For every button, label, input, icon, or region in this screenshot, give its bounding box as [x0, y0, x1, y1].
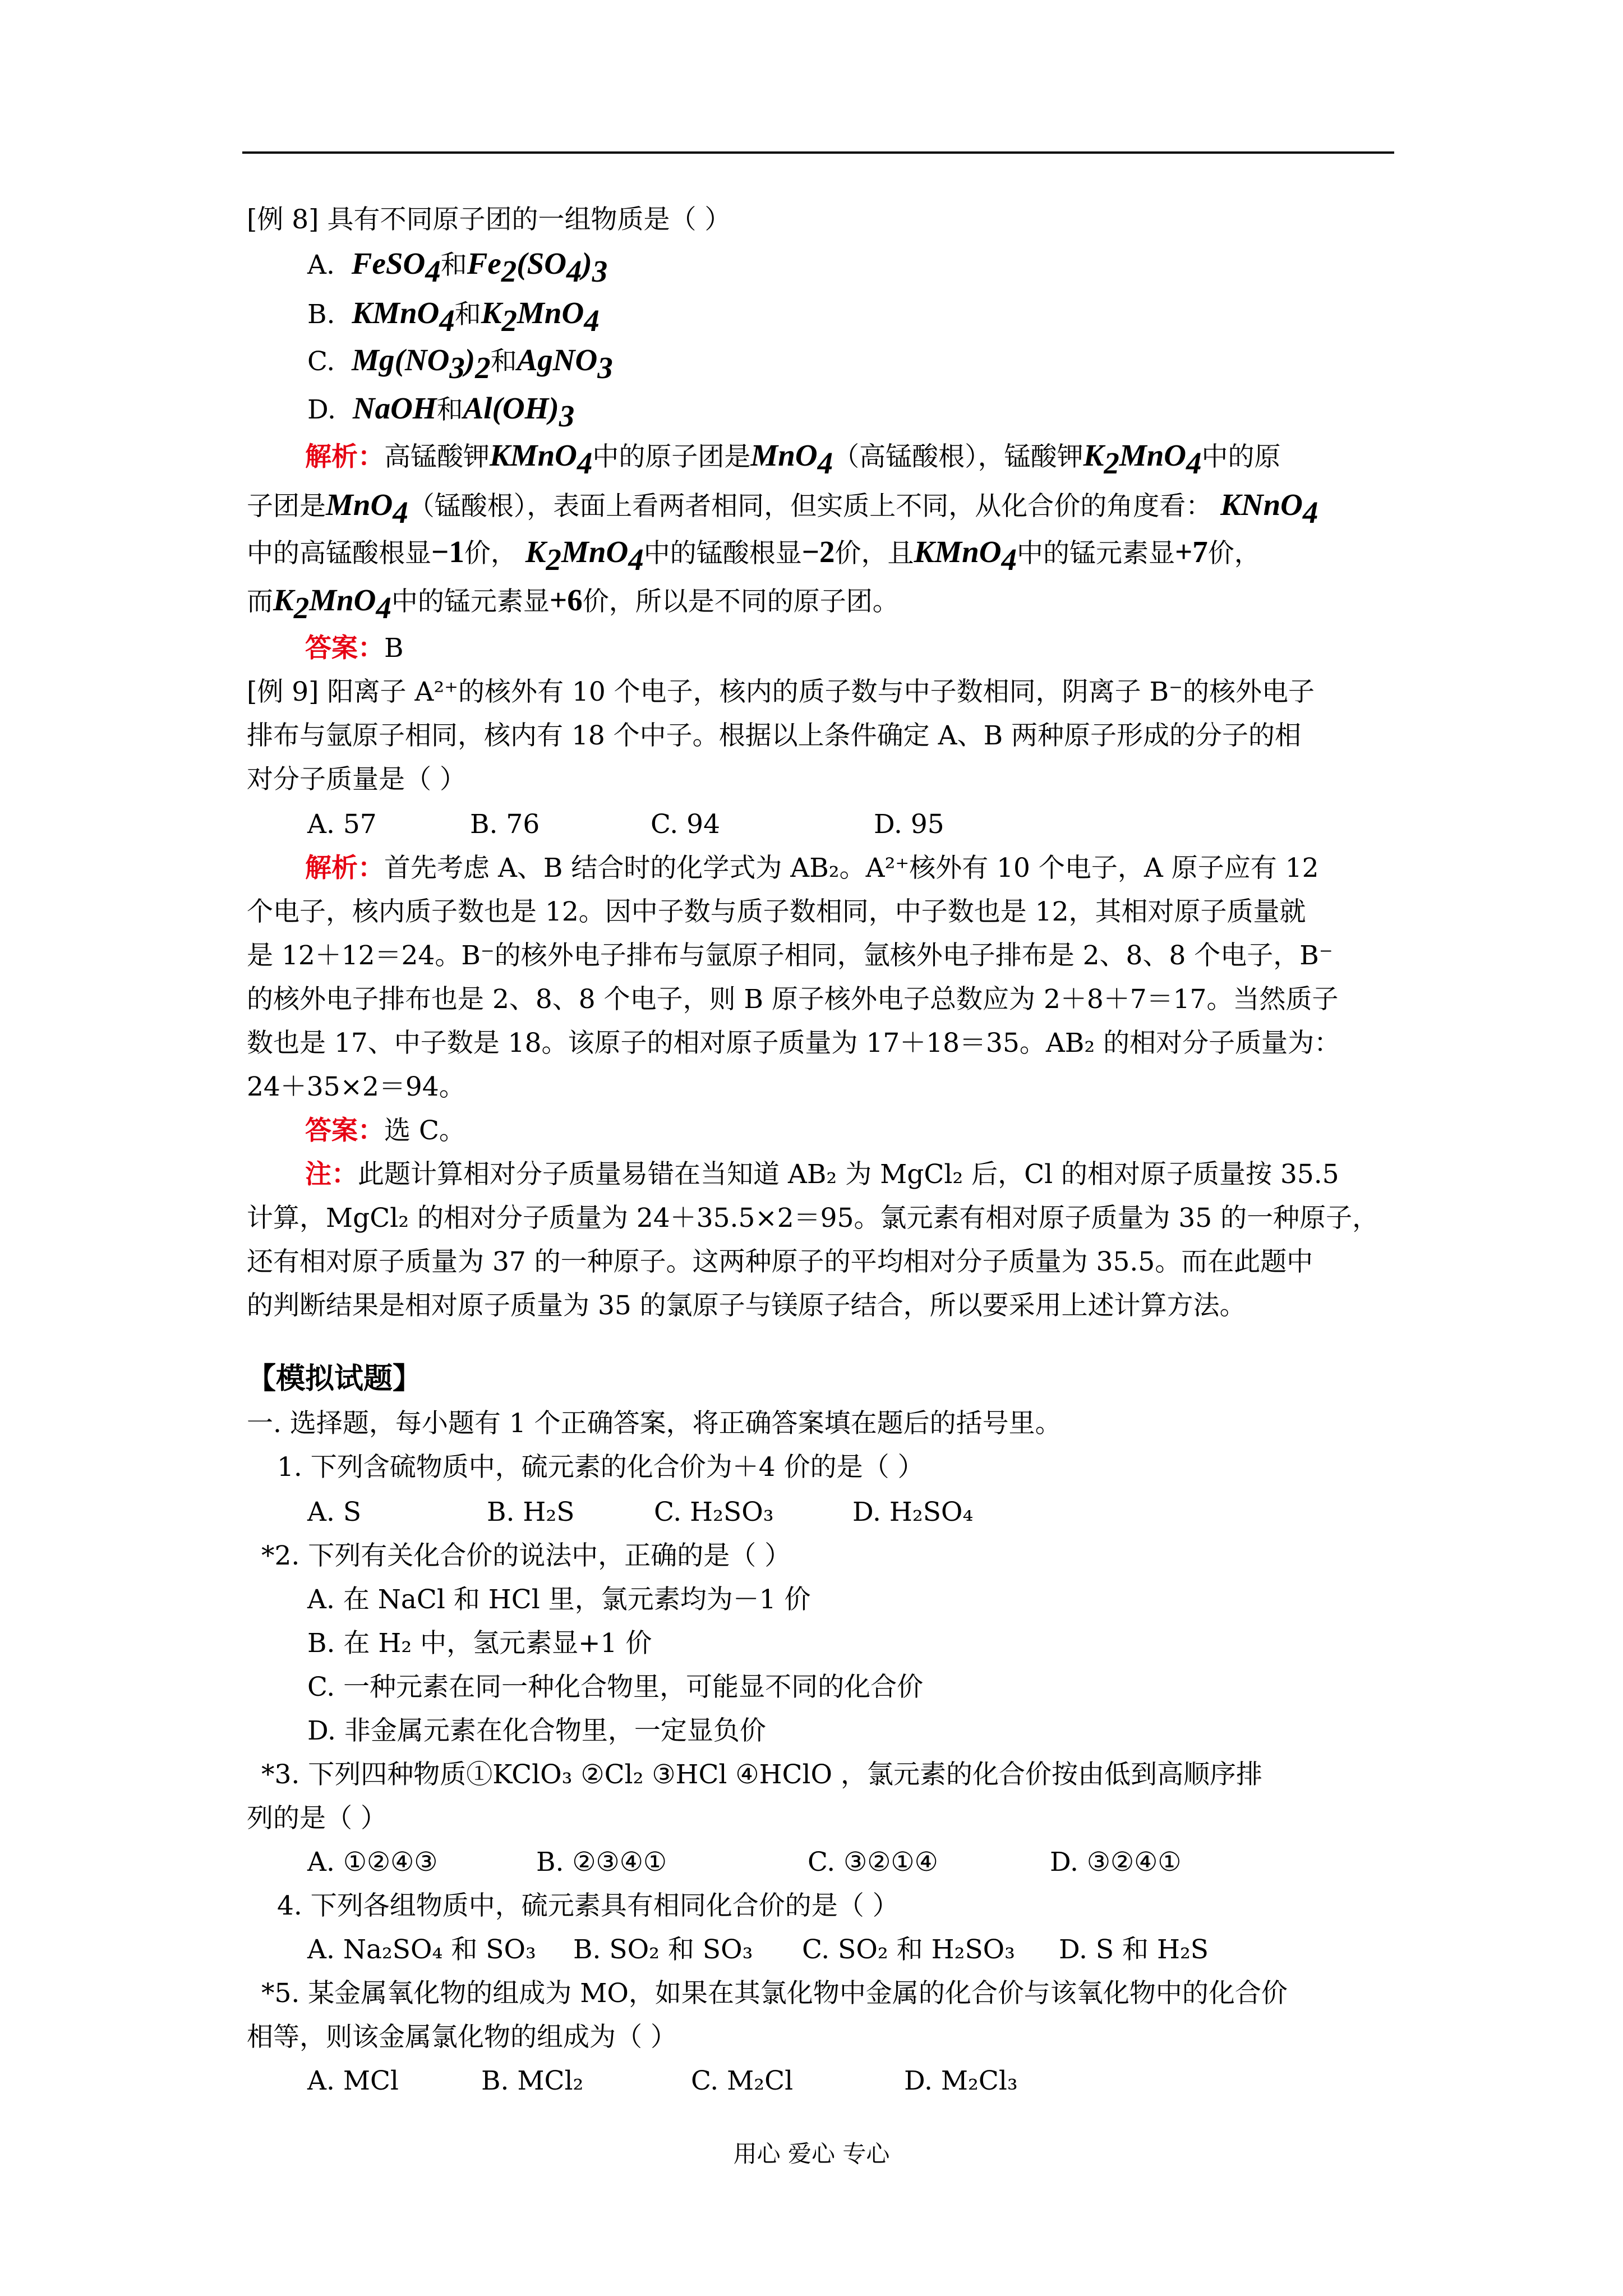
q3-option-d: D. ③②④①: [1050, 1847, 1182, 1878]
q5-option-d: D. M₂Cl₃: [904, 2065, 1018, 2096]
ex8-question: [例 8] 具有不同原子团的一组物质是（ ）: [247, 204, 731, 235]
ex9-note-line3: 还有相对原子质量为 37 的一种原子。这两种原子的平均相对分子质量为 35.5。而在此题中: [247, 1246, 1313, 1277]
q2-option-d: D. 非金属元素在化合物里，一定显负价: [307, 1715, 766, 1746]
ex8-option-d: D. NaOH和$Al(OH)_3$: [307, 391, 575, 433]
ex9-analysis-line5: 数也是 17、中子数是 18。该原子的相对原子质量为 17＋18＝35。AB₂ 的相对分子质量为：: [247, 1028, 1341, 1059]
ex8-analysis-line2: 子团是MnO$_4$（锰酸根），表面上看两者相同，但实质上不同，从化合价的角度看： KNnO$_4$: [247, 487, 1318, 530]
ex9-option-a: A. 57: [307, 809, 377, 840]
q4-option-d: D. S 和 H₂S: [1059, 1934, 1209, 1965]
ex9-analysis-line6: 24＋35×2＝94。: [247, 1071, 465, 1102]
q5-option-a: A. MCl: [307, 2065, 399, 2096]
ex9-question-line2: 排布与氩原子相同，核内有 18 个中子。根据以上条件确定 A、B 两种原子形成的分子的相: [247, 720, 1302, 751]
q2-stem: *2. 下列有关化合价的说法中，正确的是（ ）: [261, 1540, 791, 1571]
q3-option-c: C. ③②①④: [808, 1847, 938, 1878]
q3-option-b: B. ②③④①: [536, 1847, 667, 1878]
q2-option-c: C. 一种元素在同一种化合物里，可能显不同的化合价: [307, 1672, 924, 1703]
q3-option-a: A. ①②④③: [307, 1847, 438, 1878]
q4-option-c: C. SO₂ 和 H₂SO₃: [802, 1934, 1016, 1965]
ex9-option-b: B. 76: [470, 809, 540, 840]
ex8-analysis-line1: 解析：高锰酸钾KMnO$_4$中的原子团是MnO$_4$（高锰酸根），锰酸钾$K_2MnO_4$中的原: [305, 438, 1281, 480]
ex9-note-line2: 计算，MgCl₂ 的相对分子质量为 24＋35.5×2＝95。氯元素有相对原子质量为 35 的一种原子，: [247, 1203, 1379, 1234]
q5-option-b: B. MCl₂: [481, 2065, 584, 2096]
q5-option-c: C. M₂Cl: [691, 2065, 794, 2096]
q1-stem: 1. 下列含硫物质中，硫元素的化合价为＋4 价的是（ ）: [277, 1452, 924, 1483]
ex9-note-line4: 的判断结果是相对原子质量为 35 的氯原子与镁原子结合，所以要采用上述计算方法。: [247, 1290, 1246, 1321]
ex9-analysis-line3: 是 12＋12＝24。B⁻的核外电子排布与氩原子相同，氩核外电子排布是 2、8、8 个电子，B⁻: [247, 940, 1333, 971]
q1-option-d: D. H₂SO₄: [852, 1497, 974, 1527]
ex8-option-a: A. FeSO$_4$和$Fe_2(SO_4)_3$: [307, 246, 608, 288]
ex9-answer: 答案：选 C。: [305, 1115, 465, 1146]
q2-option-b: B. 在 H₂ 中，氢元素显+1 价: [307, 1628, 652, 1659]
q1-option-b: B. H₂S: [487, 1497, 575, 1527]
ex8-analysis-line4: 而$K_2MnO_4$中的锰元素显+6价，所以是不同的原子团。: [247, 583, 899, 625]
ex9-analysis-line1: 解析：首先考虑 A、B 结合时的化学式为 AB₂。A²⁺核外有 10 个电子，A 原子应有 12: [305, 853, 1319, 884]
section-intro: 一. 选择题，每小题有 1 个正确答案，将正确答案填在题后的括号里。: [247, 1408, 1062, 1439]
ex8-option-c: C. $Mg(NO_3)_2$和AgNO$_3$: [307, 343, 613, 385]
ex9-analysis-line2: 个电子，核内质子数也是 12。因中子数与质子数相同，中子数也是 12，其相对原子质量就: [247, 896, 1306, 927]
page-footer: 用心 爱心 专心: [733, 2140, 890, 2168]
ex9-note-line1: 注：此题计算相对分子质量易错在当知道 AB₂ 为 MgCl₂ 后，Cl 的相对原子质量按 35.5: [305, 1159, 1339, 1190]
ex8-option-b: B. KMnO$_4$和$K_2MnO_4$: [307, 296, 600, 338]
q5-stem-line1: *5. 某金属氧化物的组成为 MO，如果在其氯化物中金属的化合价与该氧化物中的化合价: [261, 1978, 1288, 2009]
ex9-option-c: C. 94: [651, 809, 720, 840]
section-title: 【模拟试题】: [247, 1361, 422, 1396]
ex8-analysis-line3: 中的高锰酸根显−1价， $K_2MnO_4$中的锰酸根显−2价，且KMnO$_4$中的锰元素显+7价，: [247, 535, 1261, 577]
q2-option-a: A. 在 NaCl 和 HCl 里，氯元素均为－1 价: [307, 1584, 811, 1615]
ex8-answer: 答案：B: [305, 633, 404, 664]
q4-stem: 4. 下列各组物质中，硫元素具有相同化合价的是（ ）: [277, 1890, 899, 1921]
ex9-question-line1: [例 9] 阳离子 A²⁺的核外有 10 个电子，核内的质子数与中子数相同，阴离子 B⁻的核外电子: [247, 677, 1315, 707]
ex9-option-d: D. 95: [874, 809, 944, 840]
ex9-analysis-line4: 的核外电子排布也是 2、8、8 个电子，则 B 原子核外电子总数应为 2＋8＋7＝17。当然质子: [247, 984, 1339, 1015]
ex9-question-line3: 对分子质量是（ ）: [247, 764, 466, 795]
q1-option-a: A. S: [307, 1497, 362, 1527]
q4-option-a: A. Na₂SO₄ 和 SO₃: [307, 1934, 536, 1965]
header-rule: [242, 151, 1394, 154]
q5-stem-line2: 相等，则该金属氯化物的组成为（ ）: [247, 2022, 677, 2053]
q1-option-c: C. H₂SO₃: [654, 1497, 774, 1527]
q3-stem-line1: *3. 下列四种物质①KClO₃ ②Cl₂ ③HCl ④HClO ，氯元素的化合价按由低到高顺序排: [261, 1759, 1262, 1790]
q4-option-b: B. SO₂ 和 SO₃: [573, 1934, 753, 1965]
q3-stem-line2: 列的是（ ）: [247, 1803, 387, 1834]
